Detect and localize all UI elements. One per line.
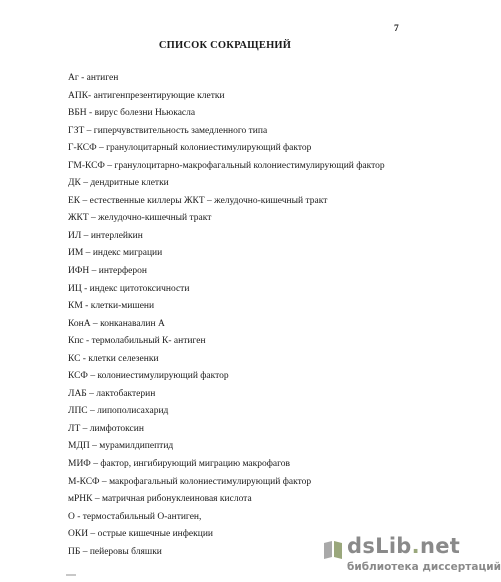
abbreviation-term: ДК – bbox=[68, 178, 88, 189]
abbreviation-item bbox=[68, 298, 428, 316]
abbreviation-term: КС - bbox=[68, 353, 86, 364]
abbreviation-definition: термостабильный О-антиген, bbox=[82, 511, 202, 522]
abbreviation-definition: липополисахарид bbox=[97, 406, 169, 417]
abbreviation-term: ЕК – bbox=[68, 195, 88, 206]
dslib-watermark bbox=[300, 534, 501, 580]
abbreviation-item bbox=[68, 281, 428, 299]
abbreviation-definition: острые кишечные инфекции bbox=[97, 529, 213, 540]
abbreviation-item bbox=[68, 228, 428, 246]
abbreviation-term: ГЗТ – bbox=[68, 125, 92, 136]
watermark-logo-dot: . bbox=[411, 534, 420, 558]
abbreviation-item bbox=[68, 474, 428, 492]
abbreviation-term: КонА – bbox=[68, 318, 98, 329]
abbreviation-term: ИЛ – bbox=[68, 230, 89, 241]
book-icon bbox=[322, 538, 344, 560]
abbreviation-term: МДП – bbox=[68, 441, 97, 452]
abbreviation-definition: матричная рибонуклеиновая кислота bbox=[102, 494, 252, 505]
watermark-caption: библиотека диссертаций bbox=[347, 561, 501, 573]
abbreviation-definition: индекс миграции bbox=[92, 248, 163, 259]
abbreviation-term: ЛПС – bbox=[68, 406, 95, 417]
abbreviation-definition: гранулоцитарный колониестимулирующий фактор bbox=[106, 143, 312, 154]
abbreviation-definition: естественные киллеры ЖКТ – желудочно-кишечный тракт bbox=[89, 195, 328, 206]
abbreviation-term: Аг - bbox=[68, 73, 85, 83]
abbreviation-item bbox=[68, 140, 428, 158]
watermark-logo-tld: net bbox=[419, 534, 461, 558]
abbreviation-definition: интерферон bbox=[98, 266, 147, 277]
abbreviation-item bbox=[68, 123, 428, 141]
abbreviation-term: КМ - bbox=[68, 301, 89, 312]
abbreviation-term: ИЦ - bbox=[68, 283, 88, 294]
abbreviation-item bbox=[68, 70, 428, 88]
abbreviation-item bbox=[68, 316, 428, 334]
abbreviation-item bbox=[68, 105, 428, 123]
abbreviation-definition: пейеровы бляшки bbox=[89, 546, 162, 557]
abbreviation-item bbox=[68, 351, 428, 369]
abbreviation-item bbox=[68, 368, 428, 386]
abbreviation-term: ПБ – bbox=[68, 546, 88, 557]
abbreviation-definition: антиген bbox=[86, 73, 119, 83]
abbreviation-definition: гиперчувствительность замедленного типа bbox=[93, 125, 268, 136]
abbreviation-item bbox=[68, 263, 428, 281]
abbreviation-definition: индекс цитотоксичности bbox=[89, 283, 190, 294]
abbreviation-item bbox=[68, 403, 428, 421]
abbreviation-term: ИФН – bbox=[68, 266, 97, 277]
abbreviation-term: М-КСФ – bbox=[68, 476, 107, 487]
abbreviation-definition: клетки селезенки bbox=[88, 353, 159, 364]
abbreviation-definition: вирус болезни Ньюкасла bbox=[94, 108, 196, 119]
abbreviation-item bbox=[68, 421, 428, 439]
abbreviation-term: Г-КСФ – bbox=[68, 143, 104, 154]
abbreviation-term: КСФ – bbox=[68, 371, 96, 382]
abbreviation-term: ЖКТ – bbox=[68, 213, 96, 224]
abbreviation-term: Кпс - bbox=[68, 336, 90, 347]
abbreviation-definition: макрофагальный колониестимулирующий фактор bbox=[109, 476, 312, 487]
abbreviation-definition: дендритные клетки bbox=[90, 178, 169, 189]
abbreviation-definition: лактобактерин bbox=[96, 388, 156, 399]
abbreviation-definition: интерлейкин bbox=[90, 230, 143, 241]
abbreviation-definition: конканавалин А bbox=[100, 318, 165, 329]
abbreviation-term: МИФ – bbox=[68, 459, 98, 470]
abbreviation-term: ЛАБ – bbox=[68, 388, 94, 399]
watermark-logo-main: dsLib bbox=[347, 534, 412, 558]
abbreviation-item bbox=[68, 491, 428, 509]
scan-artifact bbox=[66, 574, 76, 576]
abbreviation-definition: желудочно-кишечный тракт bbox=[98, 213, 212, 224]
abbreviation-item bbox=[68, 158, 428, 176]
abbreviation-list bbox=[68, 70, 428, 561]
abbreviation-definition: гранулоцитарно-макрофагальный колониестимулирующий фактор bbox=[114, 160, 385, 171]
abbreviation-term: АПК- bbox=[68, 90, 92, 101]
abbreviation-item bbox=[68, 88, 428, 106]
abbreviation-item bbox=[68, 210, 428, 228]
abbreviation-definition: антигенпрезентирующие клетки bbox=[93, 90, 225, 101]
abbreviation-definition: клетки-мишени bbox=[90, 301, 155, 312]
abbreviation-definition: термолабильный К- антиген bbox=[91, 336, 206, 347]
abbreviation-item bbox=[68, 386, 428, 404]
page-title: СПИСОК СОКРАЩЕНИЙ bbox=[158, 40, 292, 51]
abbreviation-term: О - bbox=[68, 511, 81, 522]
abbreviation-definition: колониестимулирующий фактор bbox=[97, 371, 229, 382]
abbreviation-definition: лимфотоксин bbox=[89, 423, 144, 434]
abbreviation-term: ОКИ – bbox=[68, 529, 96, 540]
abbreviation-definition: мурамилдипептид bbox=[99, 441, 174, 452]
abbreviation-item bbox=[68, 175, 428, 193]
abbreviation-term: мРНК – bbox=[68, 494, 100, 505]
watermark-logo bbox=[347, 534, 460, 558]
abbreviation-item bbox=[68, 438, 428, 456]
abbreviation-item bbox=[68, 509, 428, 527]
abbreviation-item bbox=[68, 245, 428, 263]
page-number: 7 bbox=[394, 24, 399, 34]
abbreviation-term: ЛТ – bbox=[68, 423, 88, 434]
abbreviation-item bbox=[68, 456, 428, 474]
abbreviation-item bbox=[68, 193, 428, 211]
abbreviation-term: ИМ – bbox=[68, 248, 91, 259]
abbreviation-item bbox=[68, 333, 428, 351]
abbreviation-term: ГМ-КСФ – bbox=[68, 160, 113, 171]
abbreviation-term: ВБН - bbox=[68, 108, 93, 119]
abbreviation-definition: фактор, ингибирующий миграцию макрофагов bbox=[100, 459, 291, 470]
